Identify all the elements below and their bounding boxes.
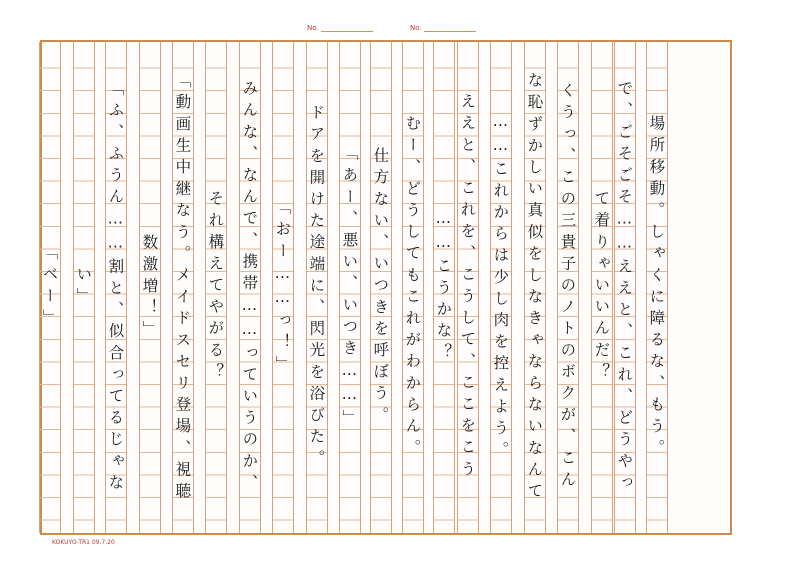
column-text: 「ベー」 [40, 244, 59, 331]
column-text: て着りゃいいんだ？ [592, 190, 611, 385]
column-text: むー、どうしてもこれがわからん。 [403, 114, 422, 461]
column-text: ……こうかな？ [434, 209, 453, 366]
manuscript-column [557, 42, 579, 533]
column-text: 「おー……っ！」 [273, 198, 292, 377]
manuscript-column [433, 42, 455, 533]
column-text: ドアを開けた途端に、閃光を浴びた。 [307, 103, 326, 472]
manuscript-column [591, 42, 613, 533]
column-text: 場所移動。しゃくに障るな、もう。 [647, 114, 666, 461]
column-text: 「あー、悪い、いつき……」 [340, 144, 359, 431]
page-number-field-2 [410, 24, 476, 32]
page-number-label: No. [307, 24, 319, 32]
column-text: 数激増！」 [140, 233, 159, 342]
column-text: な恥ずかしい真似をしなきゃならないなんて [525, 71, 544, 504]
column-text: ……これからは少し肉を控えよう。 [491, 112, 510, 463]
manuscript-column [339, 42, 361, 533]
manuscript-column [272, 42, 294, 533]
manuscript-column [306, 42, 328, 533]
page-number-label: No. [410, 24, 422, 32]
manuscript-column [239, 42, 261, 533]
manuscript-column [39, 42, 61, 533]
column-text: ええと、これを、こうして、ここをこう [458, 93, 477, 482]
manuscript-column [614, 42, 636, 533]
manuscript-column [172, 42, 194, 533]
page-number-field-1 [307, 24, 373, 32]
manuscript-column [457, 42, 479, 533]
column-text: い」 [74, 265, 93, 310]
page-number-blank [321, 31, 373, 32]
column-text: 「ふ、ふうん……割と、似合ってるじゃな [106, 79, 125, 496]
manuscript-column [105, 42, 127, 533]
manuscript-column [370, 42, 392, 533]
column-text: それ構えてやがる？ [206, 190, 225, 385]
manuscript-column [402, 42, 424, 533]
column-text: 「動画生中継なう。メイドスセリ登場、視聴 [173, 71, 192, 504]
manuscript-column [139, 42, 161, 533]
column-text: くうっ、この三貴子のノトのボクが、こん [558, 82, 577, 493]
manuscript-column [646, 42, 668, 533]
manuscript-paper [40, 40, 732, 535]
manuscript-column [524, 42, 546, 533]
column-text: みんな、なんで、携帯……っていうのか、 [240, 79, 259, 496]
paper-brand-footer: KOKUYO-TR1 09.7.20 [52, 539, 115, 546]
column-text: で、ごそごそ……ええと、これ、どうやっ [615, 79, 634, 496]
page-number-blank [424, 31, 476, 32]
manuscript-column [205, 42, 227, 533]
manuscript-column [490, 42, 512, 533]
manuscript-column [73, 42, 95, 533]
column-text: 仕方ない、いつきを呼ぼう。 [371, 147, 390, 428]
